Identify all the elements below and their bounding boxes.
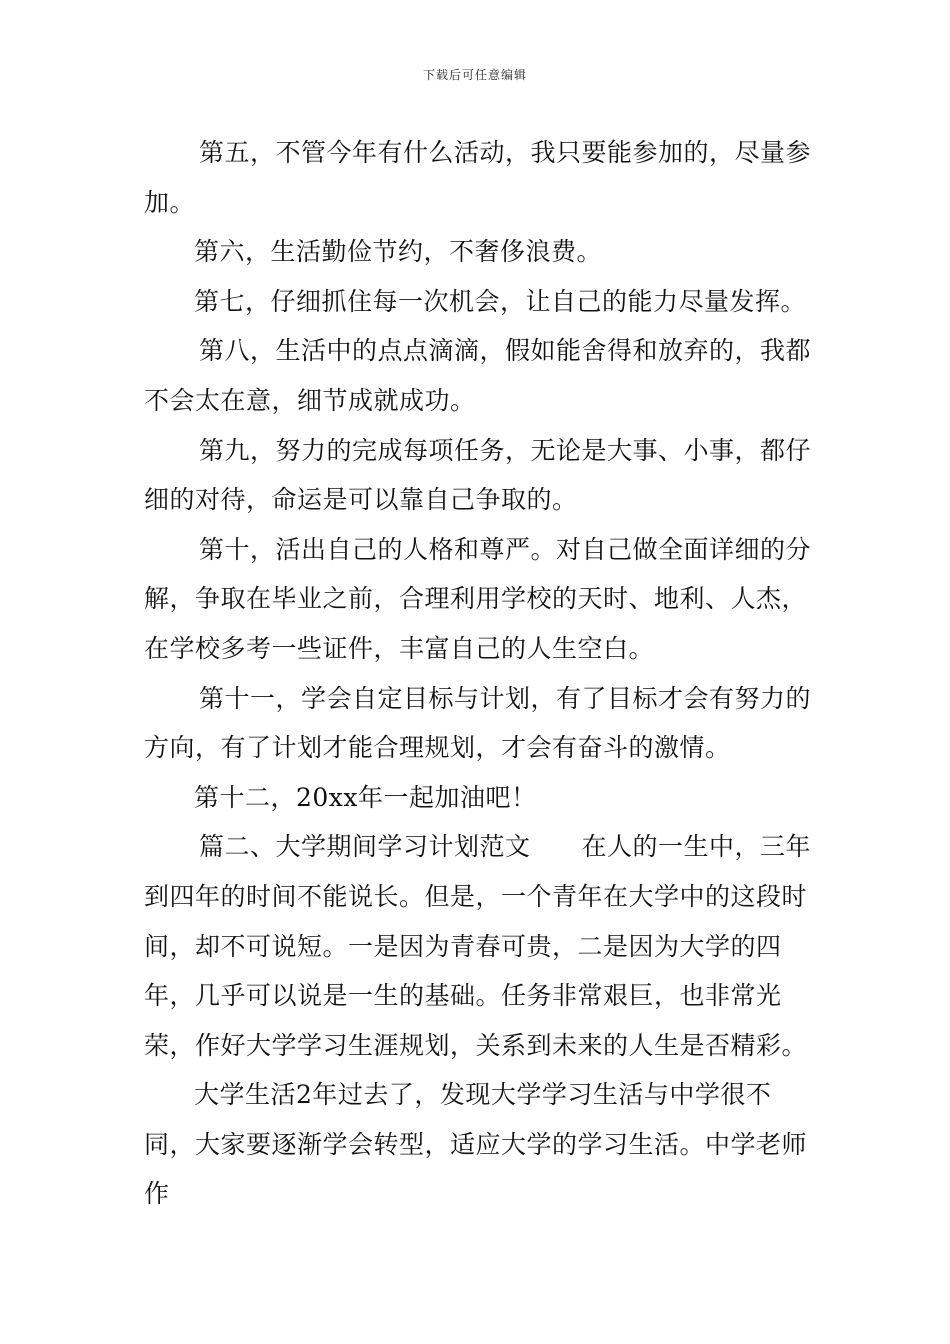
paragraph-9: 第九，努力的完成每项任务，无论是大事、小事，都仔细的对待，命运是可以靠自己争取的。 xyxy=(144,435,812,515)
paragraph-college-life: 大学生活2年过去了，发现大学学习生活与中学很不同，大家要逐渐学会转型，适应大学的学习生活。中学老师作 xyxy=(144,1080,808,1209)
paragraph-7: 第七，仔细抓住每一次机会，让自己的能力尽量发挥。 xyxy=(194,286,807,316)
document-body xyxy=(144,128,812,1219)
paragraph-5: 第五，不管今年有什么活动，我只要能参加的，尽量参加。 xyxy=(144,138,812,217)
paragraph-section-two: 篇二、大学期间学习计划范文 在人的一生中，三年到四年的时间不能说长。但是，一个青年在大学中的这段时间，却不可说短。一是因为青春可贵，二是因为大学的四年，几乎可以说是一生的基础。任务非常艰巨，也非常光荣，作好大学学习生涯规划，关系到未来的人生是否精彩。 xyxy=(144,832,812,1060)
paragraph-8: 第八，生活中的点点滴滴，假如能舍得和放弃的，我都不会太在意，细节成就成功。 xyxy=(144,336,812,415)
paragraph-6: 第六，生活勤俭节约，不奢侈浪费。 xyxy=(194,237,603,267)
page-header: 下载后可任意编辑 xyxy=(422,68,527,82)
paragraph-12: 第十二，20xx年一起加油吧！ xyxy=(194,782,537,812)
paragraph-10: 第十，活出自己的人格和尊严。对自己做全面详细的分解，争取在毕业之前，合理利用学校的天时、地利、人杰，在学校多考一些证件，丰富自己的人生空白。 xyxy=(144,534,812,663)
paragraph-11: 第十一，学会自定目标与计划，有了目标才会有努力的方向，有了计划才能合理规划，才会有奋斗的激情。 xyxy=(144,683,812,763)
